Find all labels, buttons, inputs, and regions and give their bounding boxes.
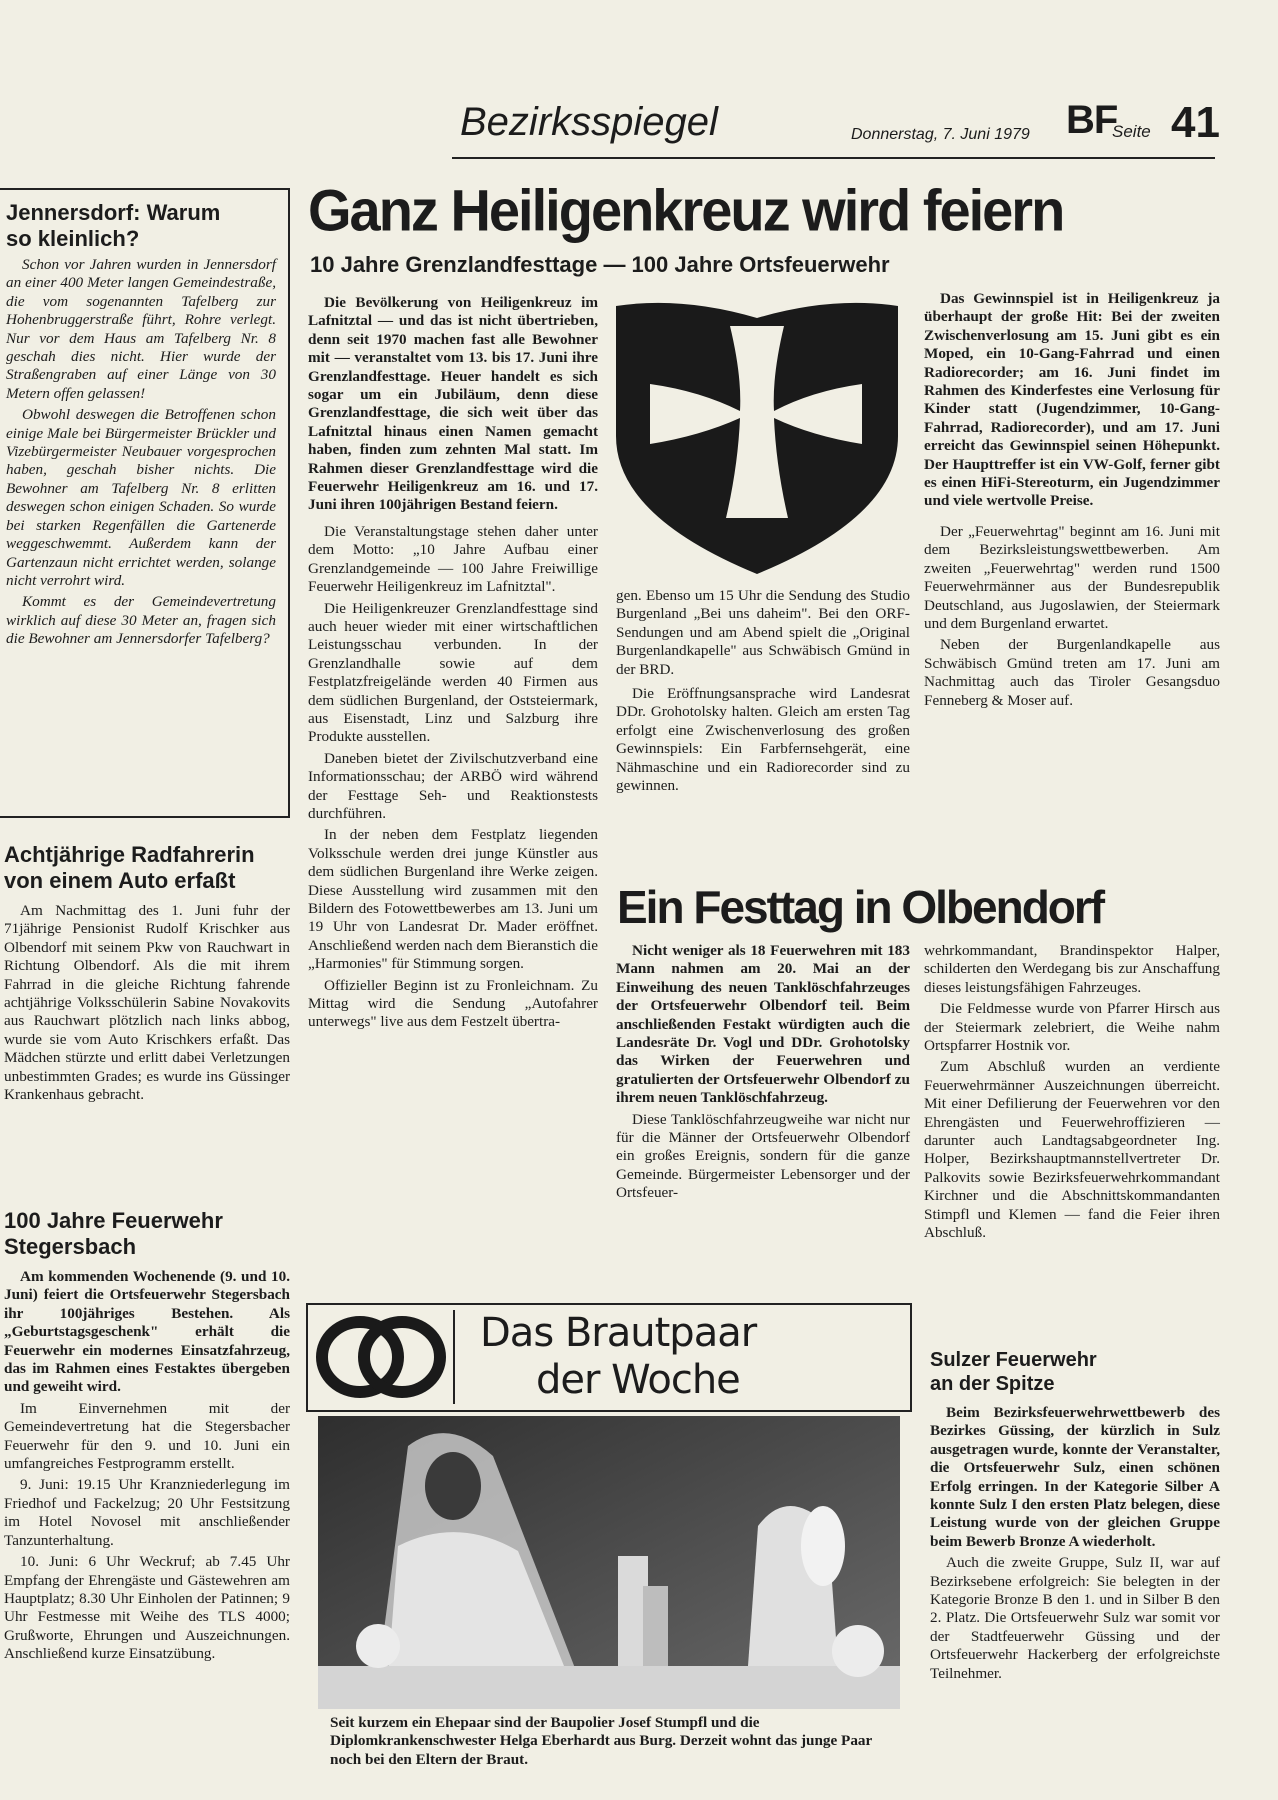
main-paragraph: Die Heiligenkreuzer Grenzlandfesttage sind auch heuer wieder mit einer wirtschaftlichen Leistungsschau verbunden. In der Grenzlandhalle sowie auf dem Festplatzfreigelände werden 40 Firmen aus dem südlichen Burgenland, der Oststeiermark, aus Eisenstadt, Linz und Salzburg ihre Produkte ausstellen. — [308, 599, 598, 746]
radfahrer-article — [4, 842, 290, 1104]
olbendorf-headline: Ein Festtag in Olbendorf — [617, 881, 1104, 933]
jennersdorf-paragraph: Obwohl deswegen die Betroffenen schon einige Male bei Bürgermeister Brückler und Vizebürgermeister Neubauer vorgesprochen haben, geschah bisher nichts. Die Bewohner am Tafelberg Nr. 8 erlitten deswegen schon einigen Schaden. So wurde bei starken Regenfällen die Gartenerde weggeschwemmt. Außerdem kann der Gartenzaun nicht errichtet werden, solange nicht verrohrt wird. — [6, 406, 276, 589]
header-rule — [452, 157, 1215, 159]
wedding-photo-image — [318, 1416, 900, 1709]
jennersdorf-paragraph: Kommt es der Gemeindevertretung wirklich auf diese 30 Meter an, fragen sich die Bewohner am Jennersdorfer Tafelberg? — [6, 593, 276, 648]
main-paragraph: Offizieller Beginn ist zu Fronleichnam. Zu Mittag wird die Sendung „Autofahrer unterwegs" live aus dem Festzelt übertra- — [308, 976, 598, 1031]
olbendorf-column-1 — [616, 942, 910, 1203]
olbendorf-paragraph: Diese Tanklöschfahrzeugweihe war nicht nur für die Männer der Ortsfeuerwehr Olbendorf ein großes Ereignis, sondern für die ganze Gemeinde. Bürgermeister Lebensorger und der Ortsfeuer- — [616, 1110, 910, 1202]
main-paragraph: Die Veranstaltungstage stehen daher unter dem Motto: „10 Jahre Aufbau einer Grenzlandgemeinde — 100 Jahre Freiwillige Feuerwehr Heiligenkreuz im Lafnitztal". — [308, 522, 598, 596]
jennersdorf-headline-1: Jennersdorf: Warum — [6, 200, 221, 225]
stegersbach-article — [4, 1208, 290, 1664]
radfahrer-headline-2: von einem Auto erfaßt — [4, 868, 236, 893]
stegersbach-paragraph: 10. Juni: 6 Uhr Weckruf; ab 7.45 Uhr Empfang der Ehrengäste und Gästewehren am Hauptplatz; 8.30 Uhr Einholen der Patinnen; 9 Uhr Festmesse mit Weihe des TLS 4000; Grußworte, Ehrungen und Auszeichnungen. Anschließend kurze Einsatzübung. — [4, 1553, 290, 1663]
main-headline: Ganz Heiligenkreuz wird feiern — [308, 176, 1064, 244]
radfahrer-headline-1: Achtjährige Radfahrerin — [4, 842, 255, 867]
heiligenkreuz-coat-of-arms-icon — [612, 296, 902, 578]
newspaper-logo: BF — [1066, 98, 1118, 142]
jennersdorf-article — [6, 200, 276, 649]
main-lead-gewinnspiel: Das Gewinnspiel ist in Heiligenkreuz ja überhaupt der große Hit: Bei der zweiten Zwischenverlosung am 15. Juni gibt es ein Moped, ein 10-Gang-Fahrrad und einen Radiorecorder; am 16. Juni findet im Rahmen des Kinderfestes eine Verlosung für Kinder statt (Jugendzimmer, 10-Gang-Fahrrad, Radiorecorder), und am 17. Juni erreicht das Gewinnspiel seinen Höhepunkt. Der Haupttreffer ist ein VW-Golf, ferner gibt es einen HiFi-Stereoturm, ein Jugendzimmer und viele wertvolle Preise. — [924, 290, 1220, 510]
main-paragraph: gen. Ebenso um 15 Uhr die Sendung des Studio Burgenland „Bei uns daheim". Bei den ORF-Sendungen und am Abend spielt die „Original Burgenlandkapelle" aus Schwäbisch Gmünd in der BRD. — [616, 587, 910, 678]
issue-date: Donnerstag, 7. Juni 1979 — [851, 126, 1030, 143]
main-lead: Die Bevölkerung von Heiligenkreuz im Lafnitztal — und das ist nicht übertrieben, denn seit 1970 machen fast alle Bewohner mit — veranstaltet vom 13. bis 17. Juni ihre Grenzlandfesttage. Heuer handelt es sich sogar um ein Jubiläum, denn diese Grenzlandfesttage, die sich weit über das Lafnitztal hinaus einen Namen gemacht haben, finden zum zehnten Mal statt. Im Rahmen dieser Grenzlandfesttage wird die Feuerwehr Heiligenkreuz am 16. und 17. Juni ihren 100jährigen Bestand feiern. — [308, 294, 598, 514]
main-column-2 — [616, 587, 910, 795]
main-column-1 — [308, 294, 598, 1032]
sulz-paragraph: Auch die zweite Gruppe, Sulz II, war auf Bezirksebene erfolgreich: Sie belegten in der Kategorie Bronze B den 1. und in Silber B den 2. Platz. Die Ortsfeuerwehr Sulz war somit vor der Stadtfeuerwehr Güssing und der Ortsfeuerwehr Hackerberg der erfolgreichste Teilnehmer. — [930, 1554, 1220, 1682]
sulz-headline-2: an der Spitze — [930, 1373, 1055, 1395]
main-subheadline: 10 Jahre Grenzlandfesttage — 100 Jahre Ortsfeuerwehr — [310, 252, 890, 277]
section-title: Bezirksspiegel — [460, 100, 718, 144]
stegersbach-lead: Am kommenden Wochenende (9. und 10. Juni) feiert die Ortsfeuerwehr Stegersbach ihr 100jähriges Bestehen. Als „Geburtstagsgeschenk" erhält die Feuerwehr ein modernes Einsatzfahrzeug, das im Rahmen eines Festaktes übergeben und geweiht wird. — [4, 1268, 290, 1396]
main-paragraph: Neben der Burgenlandkapelle aus Schwäbisch Gmünd treten am 17. Juni am Nachmittag auch das Tiroler Gesangsduo Fenneberg & Moser auf. — [924, 636, 1220, 709]
olbendorf-lead: Nicht weniger als 18 Feuerwehren mit 183 Mann nahmen am 20. Mai an der Einweihung des neuen Tanklöschfahrzeuges der Ortsfeuerwehr Olbendorf teil. Beim anschließenden Festakt würdigten auch die Landesräte Dr. Vogl und DDr. Grohotolsky das Wirken der Feuerwehren und gratulierten der Ortsfeuerwehr Olbendorf zu ihrem neuen Tanklöschfahrzeug. — [616, 942, 910, 1107]
jennersdorf-headline-2: so kleinlich? — [6, 226, 140, 251]
olbendorf-paragraph: wehrkommandant, Brandinspektor Halper, schilderten den Werdegang bis zur Anschaffung dieses leistungsfähigen Fahrzeuges. — [924, 942, 1220, 996]
page-number: 41 — [1171, 98, 1220, 147]
radfahrer-text: Am Nachmittag des 1. Juni fuhr der 71jährige Pensionist Rudolf Krischker aus Olbendorf mit seinem Pkw von Rauchwart in Richtung Olbendorf. Als die mit ihrem Fahrrad in die gleiche Richtung fahrende achtjährige Volksschülerin Sabine Novakovits aus Rauchwart plötzlich nach links abbog, wurde sie vom Auto Krischkers erfaßt. Das Mädchen stürzte und erlitt dabei Verletzungen unbestimmten Grades; es wurde ins Güssinger Krankenhaus gebracht. — [4, 902, 290, 1104]
page-label: Seite — [1112, 122, 1151, 141]
stegersbach-paragraph: Im Einvernehmen mit der Gemeindevertretung hat die Stegersbacher Feuerwehr für den 9. und 10. Juni ein umfangreiches Festprogramm erstellt. — [4, 1399, 290, 1473]
brautpaar-title-line-2: der Woche — [536, 1357, 740, 1403]
main-paragraph: Daneben bietet der Zivilschutzverband eine Informationsschau; der ARBÖ wird während der Festtage Seh- und Reaktionstests durchführen. — [308, 749, 598, 822]
stegersbach-headline-2: Stegersbach — [4, 1234, 137, 1259]
sulz-lead: Beim Bezirksfeuerwehrwettbewerb des Bezirkes Güssing, der kürzlich in Sulz ausgetragen wurde, konnte der Veranstalter, die Ortsfeuerwehr Sulz, einen schönen Erfolg erringen. In der Kategorie Silber A konnte Sulz I den ersten Platz belegen, diese Leistung wurde von der gleichen Gruppe beim Bewerb Bronze A wiederholt. — [930, 1404, 1220, 1550]
wedding-photo-caption: Seit kurzem ein Ehepaar sind der Baupolier Josef Stumpfl und die Diplomkrankenschwester Helga Eberhardt aus Burg. Derzeit wohnt das junge Paar noch bei den Eltern der Braut. — [330, 1714, 872, 1768]
stegersbach-headline-1: 100 Jahre Feuerwehr — [4, 1208, 223, 1233]
sulz-headline-1: Sulzer Feuerwehr — [930, 1349, 1097, 1371]
main-paragraph: In der neben dem Festplatz liegenden Volksschule werden drei junge Künstler aus dem südlichen Burgenland ihre Werke zeigen. Diese Ausstellung wird zusammen mit den Bildern des Fotowettbewerbes am 13. Juni um 19 Uhr von Landesrat Dr. Mader eröffnet. Anschließend werden nach dem Bieranstich die „Harmonies" für Stimmung sorgen. — [308, 826, 598, 973]
olbendorf-column-2 — [924, 942, 1220, 1243]
wedding-photo — [318, 1416, 900, 1709]
wedding-rings-icon — [314, 1316, 448, 1398]
stegersbach-paragraph: 9. Juni: 19.15 Uhr Kranzniederlegung im Friedhof und Fackelzug; 20 Uhr Festsitzung im Hotel Novosel mit anschließender Tanzunterhaltung. — [4, 1476, 290, 1549]
olbendorf-paragraph: Zum Abschluß wurden an verdiente Feuerwehrmänner Auszeichnungen überreicht. Mit einer Defilierung der Feuerwehren vor den Ehrengästen und Feuerwehroffizieren — darunter auch Landtagsabgeordneter Ing. Holper, Bezirkshauptmannstellvertreter Dr. Palkovits sowie Bezirksfeuerwehrkommandant Kirchner und die Abschnittskommandanten Stimpfl und Klemen — fand die Feier ihren Abschluß. — [924, 1058, 1220, 1242]
jennersdorf-paragraph: Schon vor Jahren wurden in Jennersdorf an einer 400 Meter langen Gemeindestraße, die vom sogenannten Tafelberg zur Hohenbruggerstraße führt, Rohre verlegt. Nur vor dem Haus am Tafelberg Nr. 8 geschah dies nicht. Hier wurde der Straßengraben auf einer Länge von 30 Metern offen gelassen! — [6, 256, 276, 402]
main-paragraph: Die Eröffnungsansprache wird Landesrat DDr. Grohotolsky halten. Gleich am ersten Tag erfolgt eine Zwischenverlosung des großen Gewinnspiels: Ein Farbfernsehgerät, eine Nähmaschine und ein Radiorecorder sind zu gewinnen. — [616, 685, 910, 795]
sulz-article — [930, 1348, 1220, 1683]
olbendorf-paragraph: Die Feldmesse wurde von Pfarrer Hirsch aus der Steiermark zelebriert, die Weihe nahm Ortspfarrer Hostnik vor. — [924, 1000, 1220, 1055]
brautpaar-title-line-1: Das Brautpaar — [480, 1310, 757, 1356]
main-column-3 — [924, 290, 1220, 710]
main-paragraph: Der „Feuerwehrtag" beginnt am 16. Juni mit dem Bezirksleistungswettbewerben. Am zweiten „Feuerwehrtag" werden rund 1500 Feuerwehrmänner aus der Bundesrepublik Deutschland, aus Jugoslawien, der Steiermark und dem Burgenland erwartet. — [924, 522, 1220, 632]
